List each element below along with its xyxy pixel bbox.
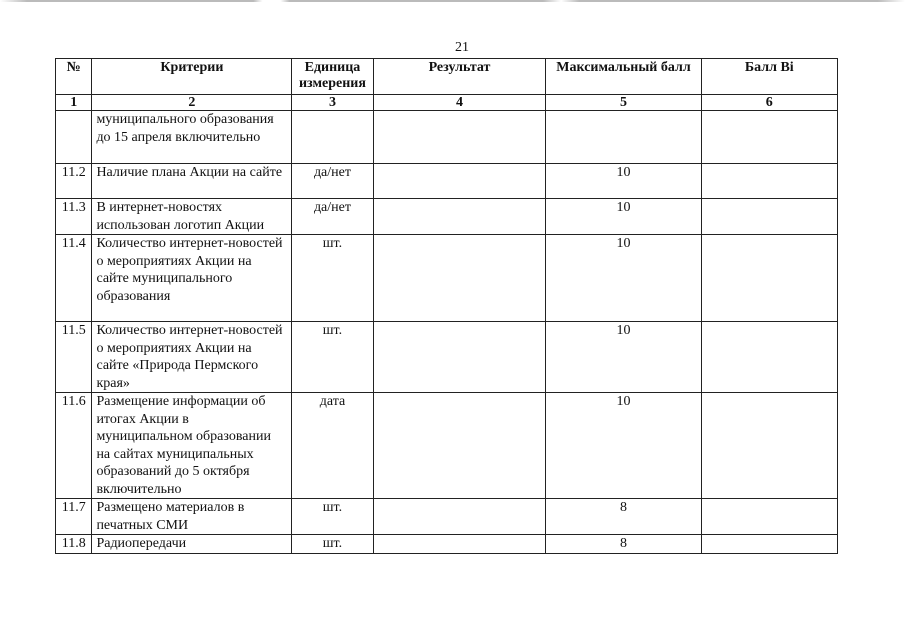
row-score — [701, 235, 837, 322]
row-number — [56, 111, 92, 164]
row-number: 11.3 — [56, 199, 92, 235]
row-score — [701, 164, 837, 199]
row-max-score: 10 — [546, 164, 701, 199]
header-score: Балл Bi — [701, 59, 837, 95]
row-score — [701, 322, 837, 393]
row-unit: шт. — [292, 499, 373, 535]
column-number: 2 — [92, 95, 292, 111]
table-row — [56, 164, 838, 199]
row-criterion: Количество интернет-новостей о мероприятиях Акции на сайте муниципального образования — [92, 235, 292, 322]
row-number: 11.2 — [56, 164, 92, 199]
row-number: 11.4 — [56, 235, 92, 322]
row-number: 11.8 — [56, 535, 92, 554]
column-number: 3 — [292, 95, 373, 111]
table-row — [56, 322, 838, 393]
header-number: № — [56, 59, 92, 95]
column-number-row — [56, 95, 838, 111]
scan-edge-line — [0, 0, 905, 2]
row-score — [701, 199, 837, 235]
row-number: 11.7 — [56, 499, 92, 535]
row-result — [373, 393, 546, 499]
table-row — [56, 499, 838, 535]
page-number: 21 — [455, 40, 469, 55]
row-result — [373, 535, 546, 554]
column-number: 4 — [373, 95, 546, 111]
row-criterion: Наличие плана Акции на сайте — [92, 164, 292, 199]
row-max-score: 10 — [546, 235, 701, 322]
row-max-score: 10 — [546, 322, 701, 393]
row-unit: дата — [292, 393, 373, 499]
table-row — [56, 235, 838, 322]
row-score — [701, 111, 837, 164]
row-criterion: муниципального образования до 15 апреля включительно — [92, 111, 292, 164]
row-unit: шт. — [292, 235, 373, 322]
row-result — [373, 499, 546, 535]
row-unit: да/нет — [292, 164, 373, 199]
row-criterion: В интернет-новостях использован логотип Акции — [92, 199, 292, 235]
header-result: Результат — [373, 59, 546, 95]
table-row — [56, 535, 838, 554]
row-criterion: Размещено материалов в печатных СМИ — [92, 499, 292, 535]
row-max-score: 8 — [546, 499, 701, 535]
row-result — [373, 111, 546, 164]
row-result — [373, 322, 546, 393]
row-number: 11.6 — [56, 393, 92, 499]
row-result — [373, 199, 546, 235]
row-max-score — [546, 111, 701, 164]
row-number: 11.5 — [56, 322, 92, 393]
row-score — [701, 393, 837, 499]
row-criterion: Размещение информации об итогах Акции в муниципальном образовании на сайтах муниципальных образований до 5 октября включительно — [92, 393, 292, 499]
row-unit: шт. — [292, 322, 373, 393]
row-max-score: 8 — [546, 535, 701, 554]
column-number: 5 — [546, 95, 701, 111]
row-unit: да/нет — [292, 199, 373, 235]
row-unit: шт. — [292, 535, 373, 554]
criteria-table — [55, 58, 838, 554]
header-max-score: Максимальный балл — [546, 59, 701, 95]
header-unit: Единица измерения — [292, 59, 373, 95]
table-row — [56, 393, 838, 499]
column-number: 1 — [56, 95, 92, 111]
table-row — [56, 199, 838, 235]
header-criteria: Критерии — [92, 59, 292, 95]
row-max-score: 10 — [546, 199, 701, 235]
row-score — [701, 535, 837, 554]
row-max-score: 10 — [546, 393, 701, 499]
row-result — [373, 235, 546, 322]
row-unit — [292, 111, 373, 164]
table-row — [56, 111, 838, 164]
row-result — [373, 164, 546, 199]
row-criterion: Количество интернет-новостей о мероприятиях Акции на сайте «Природа Пермского края» — [92, 322, 292, 393]
row-criterion: Радиопередачи — [92, 535, 292, 554]
row-score — [701, 499, 837, 535]
column-number: 6 — [701, 95, 837, 111]
table-header-row — [56, 59, 838, 95]
